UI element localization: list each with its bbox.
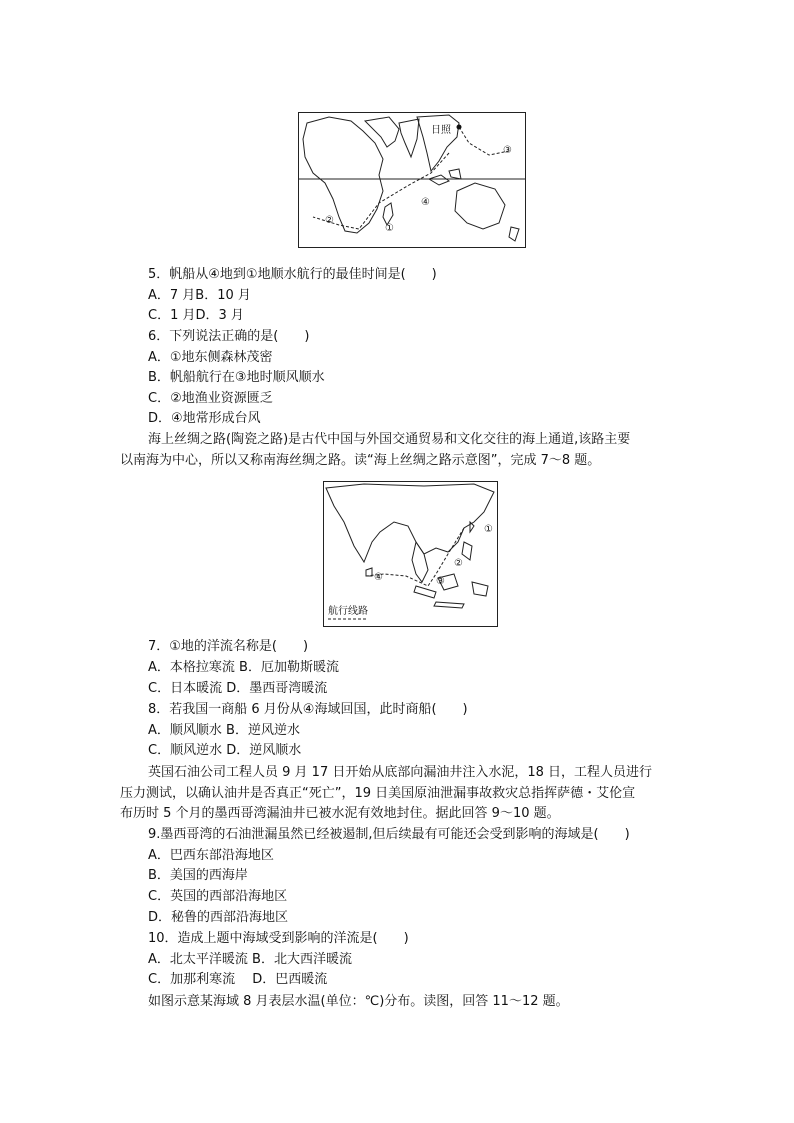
route-east bbox=[459, 127, 509, 155]
southeast-asia-outline bbox=[417, 115, 459, 171]
new-guinea-outline bbox=[472, 582, 488, 596]
marker-3: ③ bbox=[503, 145, 512, 156]
legend-label: 航行线路 bbox=[328, 606, 368, 617]
intro2-line2: 压力测试，以确认油井是否真正“死亡”，19 日美国原油泄漏事故救灾总指挥萨德・艾伦宣 bbox=[120, 786, 636, 801]
q9-option-a: A．巴西东部沿海地区 bbox=[148, 848, 274, 863]
q5-option-a: A．7 月B．10 月 bbox=[148, 288, 251, 303]
intro2-line1: 英国石油公司工程人员 9 月 17 日开始从底部向漏油井注入水泥，18 日，工程人员进行 bbox=[148, 765, 653, 780]
india-outline bbox=[399, 119, 419, 157]
q6-stem: 6．下列说法正确的是( ) bbox=[148, 329, 310, 344]
q5-stem: 5．帆船从④地到①地顺水航行的最佳时间是( ) bbox=[148, 267, 437, 282]
map-indian-ocean-drawing bbox=[299, 113, 525, 247]
sumatra-outline bbox=[414, 586, 436, 598]
intro2-line3: 布历时 5 个月的墨西哥湾漏油井已被水泥有效地封住。据此回答 9～10 题。 bbox=[120, 806, 560, 821]
q6-option-d: D．④地常形成台风 bbox=[148, 411, 261, 426]
map-silk-road bbox=[323, 481, 498, 627]
island-outline bbox=[429, 175, 449, 185]
q7-option-b: C．日本暖流 D．墨西哥湾暖流 bbox=[148, 681, 328, 696]
q8-stem: 8．若我国一商船 6 月份从④海域回国，此时商船( ) bbox=[148, 702, 468, 717]
q6-option-b: B．帆船航行在③地时顺风顺水 bbox=[148, 370, 325, 385]
city-label: 日照 bbox=[431, 125, 451, 136]
marker-4: ④ bbox=[374, 572, 383, 583]
intro3-line1: 如图示意某海域 8 月表层水温(单位：℃)分布。读图，回答 11～12 题。 bbox=[148, 994, 569, 1009]
q5-option-b: C．1 月D．3 月 bbox=[148, 308, 244, 323]
q9-stem: 9.墨西哥湾的石油泄漏虽然已经被遏制,但后续最有可能还会受到影响的海域是( ) bbox=[148, 827, 630, 842]
asia-coast-outline bbox=[326, 484, 494, 562]
island-outline bbox=[449, 169, 461, 179]
q8-option-a: A．顺风顺水 B．逆风逆水 bbox=[148, 723, 300, 738]
sri-lanka-outline bbox=[366, 568, 372, 576]
q10-option-b: C．加那利寒流 D．巴西暖流 bbox=[148, 972, 328, 987]
map-indian-ocean bbox=[298, 112, 526, 248]
marker-3: ③ bbox=[436, 576, 445, 587]
q6-option-a: A．①地东侧森林茂密 bbox=[148, 350, 273, 365]
intro1-line1: 海上丝绸之路(陶瓷之路)是古代中国与外国交通贸易和文化交往的海上通道,该路主要 bbox=[148, 432, 631, 447]
map-silk-road-drawing bbox=[324, 482, 497, 626]
indochina-outline bbox=[412, 542, 428, 582]
q7-option-a: A．本格拉寒流 B．厄加勒斯暖流 bbox=[148, 660, 339, 675]
arabia-outline bbox=[365, 117, 399, 147]
q7-stem: 7．①地的洋流名称是( ) bbox=[148, 639, 309, 654]
intro1-line2: 以南海为中心，所以又称南海丝绸之路。读“海上丝绸之路示意图”，完成 7～8 题。 bbox=[120, 453, 601, 468]
q9-option-c: C．英国的西部沿海地区 bbox=[148, 889, 288, 904]
marker-2: ② bbox=[454, 558, 463, 569]
city-dot bbox=[457, 125, 462, 130]
marker-1: ① bbox=[484, 524, 493, 535]
q10-option-a: A．北太平洋暖流 B．北大西洋暖流 bbox=[148, 952, 352, 967]
q10-stem: 10．造成上题中海域受到影响的洋流是( ) bbox=[148, 931, 409, 946]
q9-option-d: D．秘鲁的西部沿海地区 bbox=[148, 910, 289, 925]
marker-1: ① bbox=[385, 223, 394, 234]
new-zealand-outline bbox=[509, 227, 519, 241]
australia-outline bbox=[455, 183, 505, 229]
marker-4: ④ bbox=[421, 197, 430, 208]
marker-2: ② bbox=[325, 215, 334, 226]
q6-option-c: C．②地渔业资源匮乏 bbox=[148, 391, 273, 406]
africa-outline bbox=[303, 117, 383, 233]
java-outline bbox=[434, 602, 464, 608]
madagascar-outline bbox=[383, 203, 393, 225]
q8-option-b: C．顺风逆水 D．逆风顺水 bbox=[148, 743, 302, 758]
q9-option-b: B．美国的西海岸 bbox=[148, 868, 248, 883]
philippines-outline bbox=[462, 542, 472, 560]
